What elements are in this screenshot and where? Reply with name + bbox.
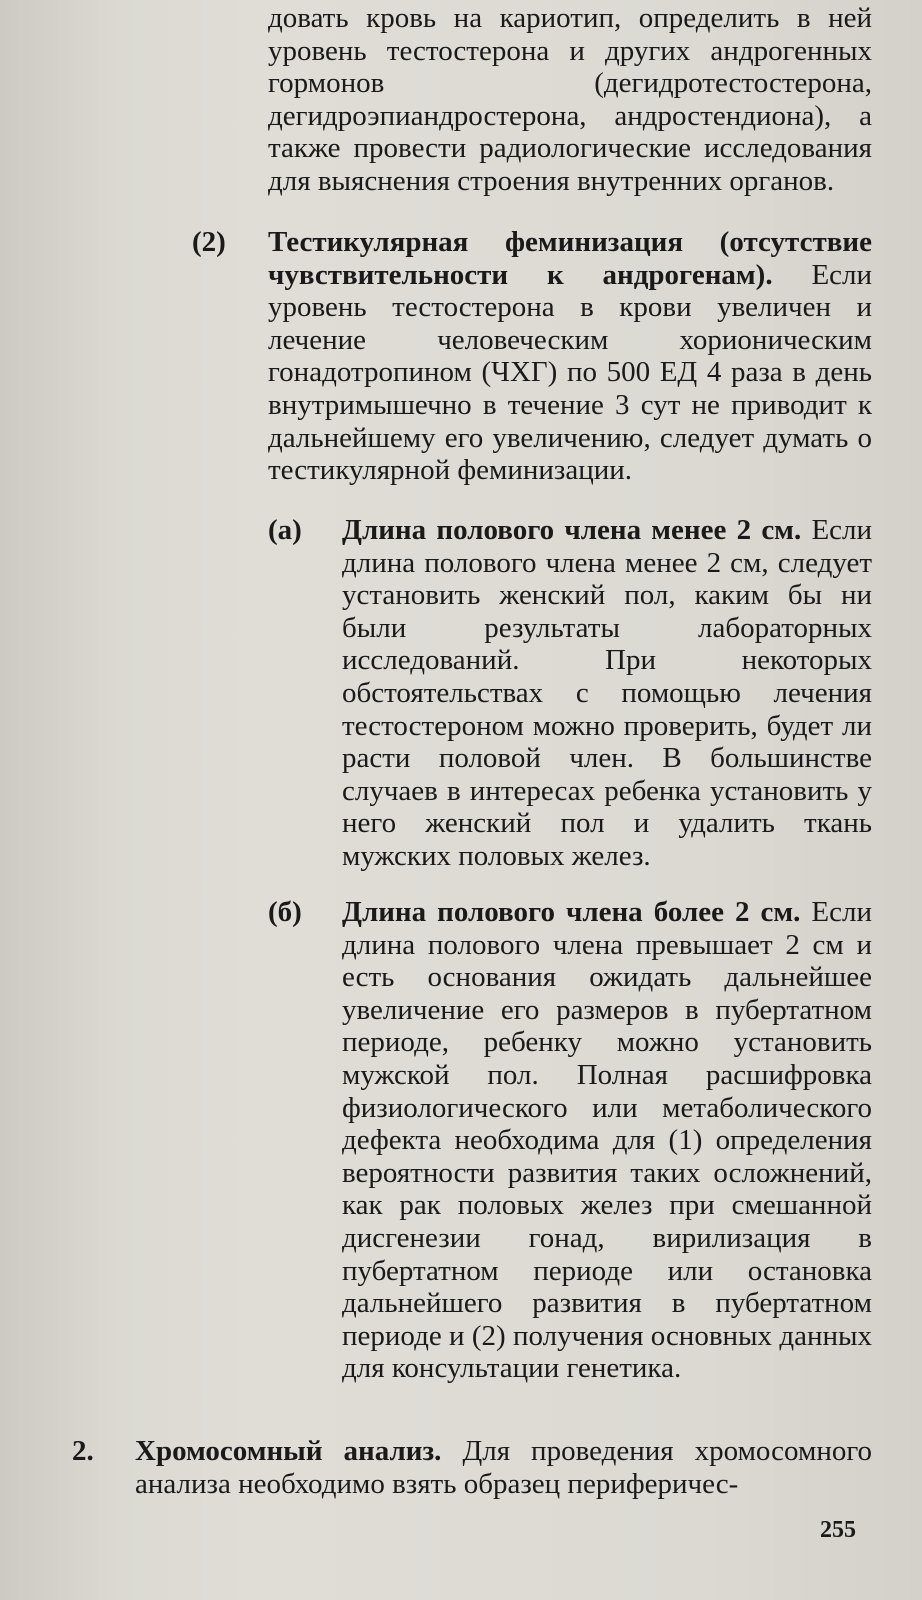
item-a-lead: Длина полового члена менее 2 см. — [342, 514, 802, 546]
item-2-chromosome-paragraph — [135, 1435, 872, 1505]
item-b-text: Если длина полового члена превышает 2 см и есть основания ожидать дальнейшее увеличение его размеров в пубертатном периоде, ребенку можно установить мужской пол. Полная расшифровка физиологического или метаболического дефекта необходима для (1) определения вероятности развития таких осложнений, как рак половых желез при смешанной дисгенезии гонад, вирилизация в пубертатном периоде или остановка дальнейшего развития в пубертатном периоде и (2) получения основных данных для консультации генетика. — [342, 896, 872, 1385]
item-2-paragraph — [268, 226, 872, 516]
item-b-marker: (б) — [268, 896, 302, 928]
item-2-text: Если уровень тестостерона в крови увеличен и лечение человеческим хорионическим гонадотропином (ЧХГ) по 500 ЕД 4 раза в день внутримышечно в течение 3 сут не приводит к дальнейшему его увеличению, следует думать о тестикулярной феминизации. — [268, 258, 873, 487]
item-b-lead: Длина полового члена более 2 см. — [342, 896, 801, 928]
continuation-text: довать кровь на кариотип, определить в ней уровень тестостерона и других андрогенных гормонов (дегидротестостерона, дегидроэпиандростерона, андростендиона), а также провести радиологические исследования для выяснения строения внутренних органов. — [268, 2, 872, 197]
item-2-chromosome-marker: 2. — [72, 1435, 94, 1467]
item-a-paragraph — [342, 514, 872, 894]
item-a-marker: (а) — [268, 514, 302, 546]
item-2-marker: (2) — [192, 226, 226, 258]
item-2-chromosome-text: Для проведения хромосомного анализа необходимо взять образец периферичес- — [135, 1435, 873, 1500]
item-b-paragraph — [342, 896, 872, 1426]
item-2-chromosome-lead: Хромосомный анализ. — [135, 1435, 442, 1467]
page-number: 255 — [820, 1517, 856, 1543]
continuation-paragraph — [268, 2, 872, 222]
item-a-text: Если длина полового члена менее 2 см, следует установить женский пол, каким бы ни были результаты лабораторных исследований. При некоторых обстоятельствах с помощью лечения тестостероном можно проверить, будет ли расти половой член. В большинстве случаев в интересах ребенка установить у него женский пол и удалить ткань мужских половых желез. — [342, 514, 873, 872]
item-2-lead: Тестикулярная феминизация (отсутствие чувствительности к андрогенам). — [268, 226, 872, 291]
